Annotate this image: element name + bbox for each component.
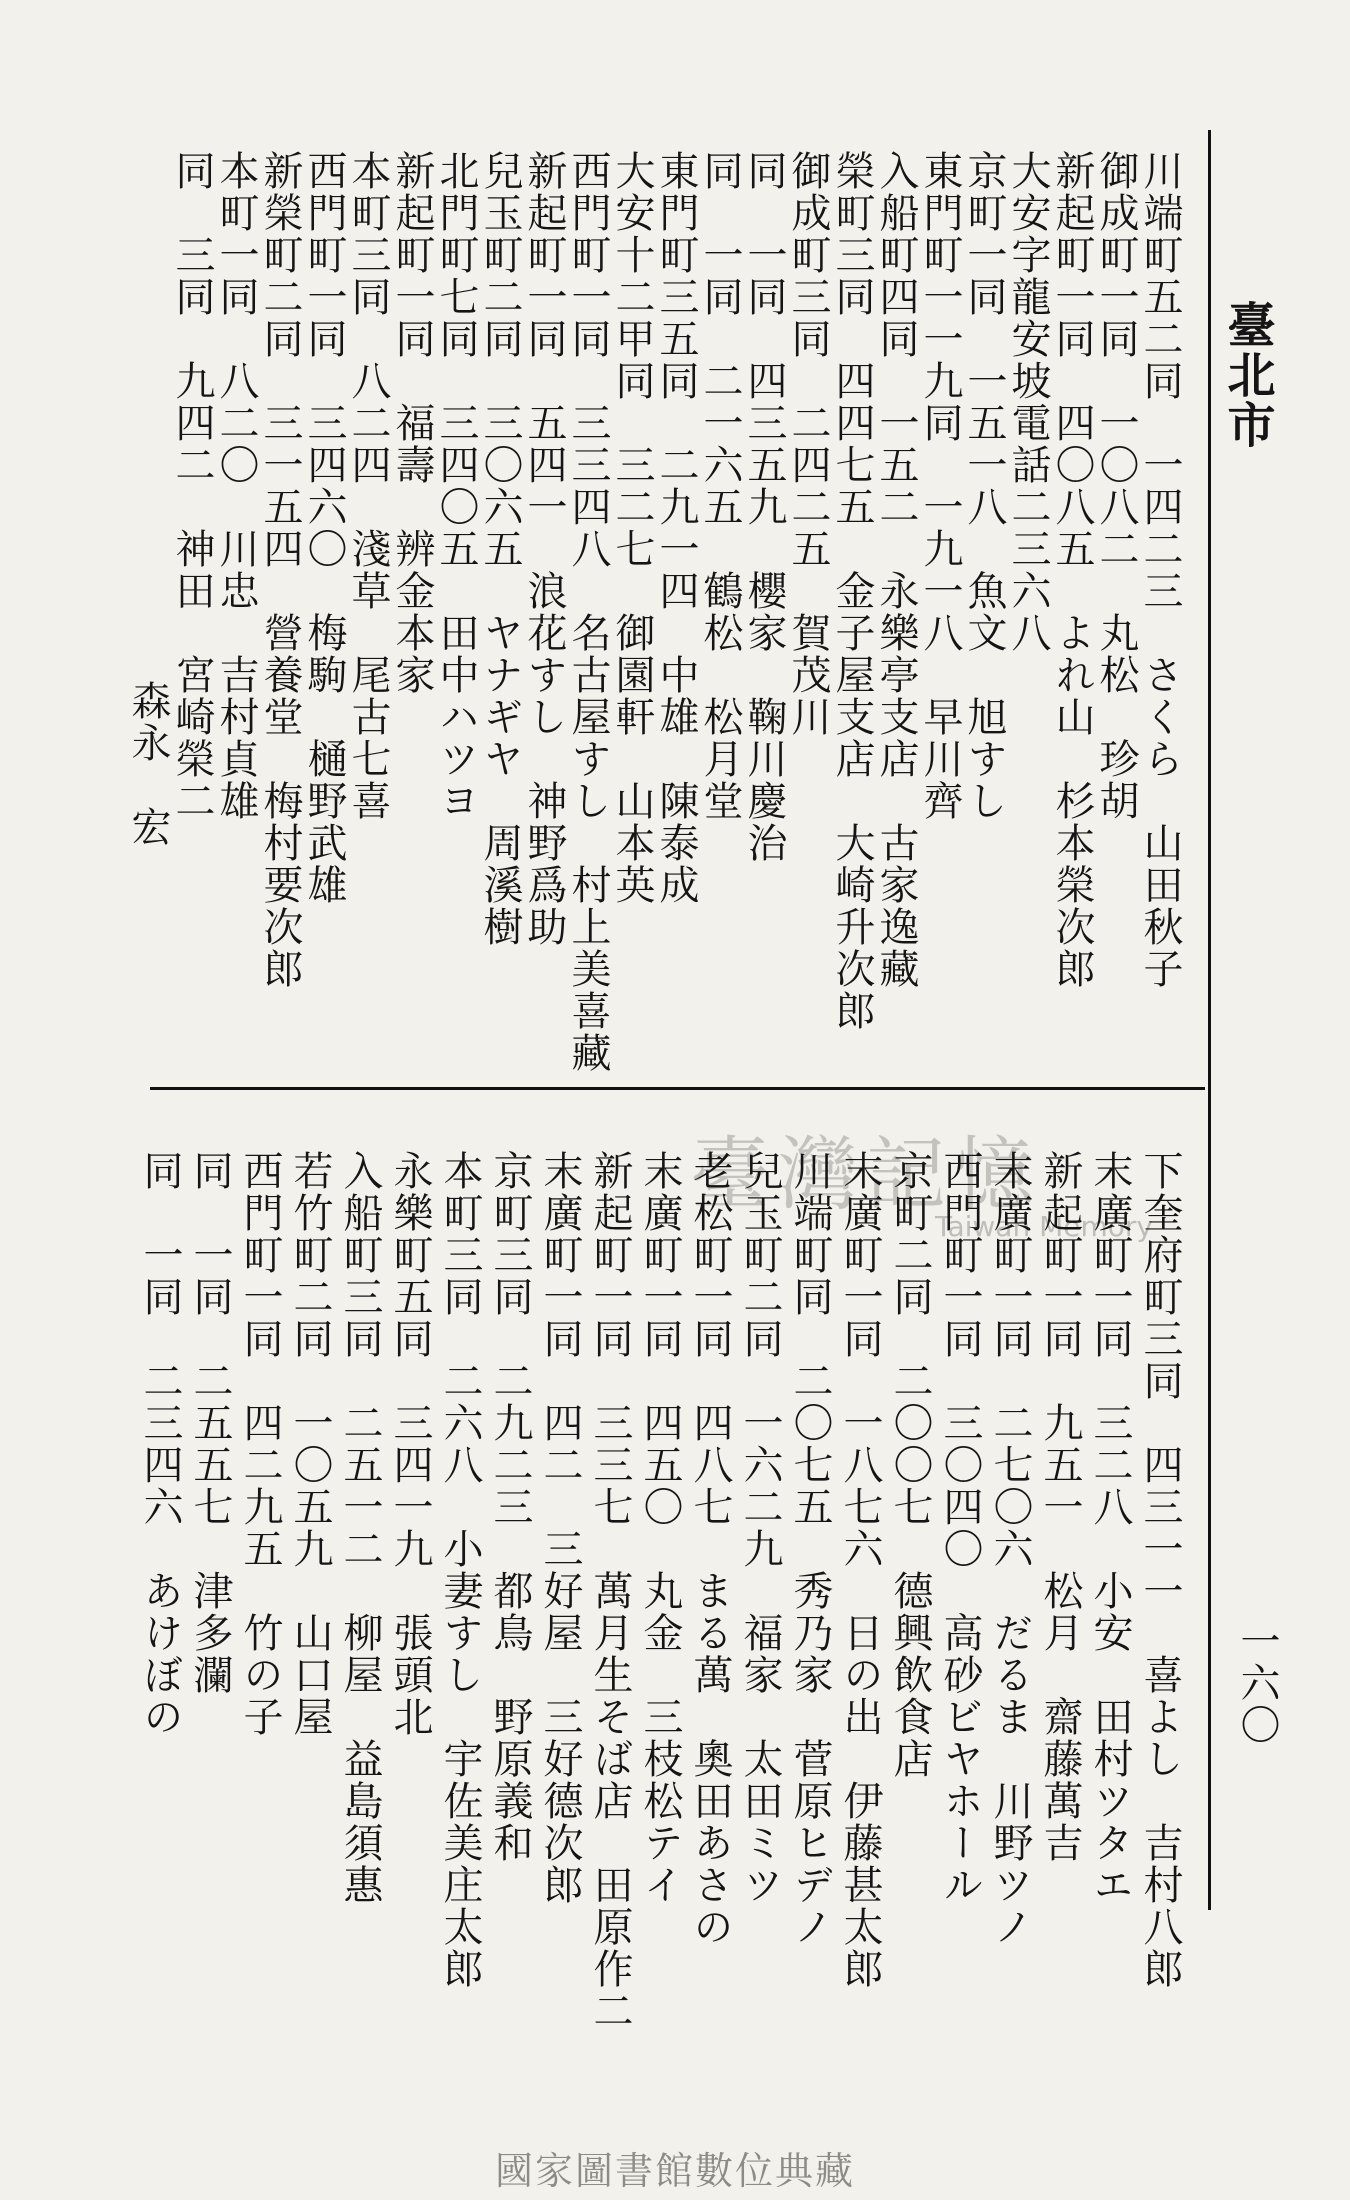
- listing-entry: 北門町七同 三四〇五 田中ハツヨ: [433, 150, 479, 822]
- listing-entry: 森永 宏: [125, 680, 171, 848]
- listing-entry: 末廣町一同 四五〇 丸金 三枝松テイ: [637, 1150, 683, 1906]
- listing-entry: 西門町一同 三四六〇 梅駒 樋野武雄: [301, 150, 347, 906]
- listing-entry: 東門町三五同 二九一四 中雄 陳泰成: [653, 150, 699, 906]
- listing-entry: 新起町一同 九五一 松月 齋藤萬吉: [1037, 1150, 1083, 1864]
- listing-entry: 大安十二甲同 三二七 御園軒 山本英: [609, 150, 655, 906]
- listing-entry: 同 一同 二五五七 津多瀾: [187, 1150, 233, 1696]
- listing-entry: 御成町三同 二四二五 賀茂川: [785, 150, 831, 738]
- listing-entry: 御成町一同 一〇八二 丸松 珍胡: [1093, 150, 1139, 822]
- listing-entry: 大安字龍安坡電話二三六八: [1005, 150, 1051, 654]
- listing-entry: 末廣町一同 一八七六 日の出 伊藤甚太郎: [837, 1150, 883, 1990]
- listing-entry: 東門町一一九同 一九一八 早川齊: [917, 150, 963, 822]
- listing-entry: 西門町一同 三〇四〇 高砂ビヤホール: [937, 1150, 983, 1906]
- listing-entry: 同 一同 四三五九 櫻家 鞠川慶治: [741, 150, 787, 864]
- listing-entry: 末廣町一同 二七〇六 だるま 川野ツノ: [987, 1150, 1033, 1948]
- listing-entry: 新起町一同 五四一 浪花すし 神野爲助: [521, 150, 567, 948]
- listing-entry: 若竹町二同 一〇五九 山口屋: [287, 1150, 333, 1738]
- footer-credit: 國家圖書館數位典藏: [494, 2149, 855, 2193]
- listing-entry: 京町三同 二九二三 都鳥 野原義和: [487, 1150, 533, 1864]
- listing-entry: 末廣町一同 四二 三好屋 三好德次郎: [537, 1150, 583, 1906]
- listing-entry: 同 一同 二三四六 あけぼの: [137, 1150, 183, 1738]
- listing-entry: 新起町一同 三三七 萬月生そば店 田原作二: [587, 1150, 633, 2032]
- listing-entry: 兒玉町二同 一六二九 福家 太田ミツ: [737, 1150, 783, 1906]
- listing-entry: 京町一同 一五一八 魚文 旭すし: [961, 150, 1007, 822]
- listing-entry: 西門町一同 四二九五 竹の子: [237, 1150, 283, 1738]
- listing-entry: 新起町一同 四〇八五 よれ山 杉本榮次郎: [1049, 150, 1095, 990]
- listing-entry: 榮町三同 四四七五 金子屋支店 大崎升次郎: [829, 150, 875, 1032]
- listing-entry: 兒玉町二同 三〇六五 ヤナギヤ 周溪樹: [477, 150, 523, 948]
- page-number: 一六〇: [1234, 1620, 1280, 1746]
- listing-entry: 新起町一同 福壽 辨金本家: [389, 150, 435, 696]
- section-header: 臺北市: [1219, 300, 1275, 450]
- listing-entry: 本町三同 八二四 淺草 尾古七喜: [345, 150, 391, 822]
- listing-entry: 下奎府町三同 四三一一 喜よし 吉村八郎: [1137, 1150, 1183, 1990]
- listing-entry: 西門町一同 三三四八 名古屋すし 村上美喜藏: [565, 150, 611, 1074]
- listing-entry: 永樂町五同 三四一九 張頭北: [387, 1150, 433, 1738]
- listing-entry: 京町二同 二〇〇七 德興飲食店: [887, 1150, 933, 1780]
- watermark-subtext: Taiwan Memory: [935, 1210, 1153, 1243]
- watermark-text: 臺灣記憶: [690, 1128, 1042, 1221]
- vertical-rule: [1208, 130, 1211, 1910]
- listing-entry: 同 三同 九四二 神田 宮崎榮二: [169, 150, 215, 822]
- listing-entry: 末廣町一同 三二八 小安 田村ツタエ: [1087, 1150, 1133, 1906]
- listing-entry: 老松町一同 四八七 まる萬 奧田あさの: [687, 1150, 733, 1948]
- listing-entry: 本町一同 八二〇 川忠 吉村貞雄: [213, 150, 259, 822]
- listing-entry: 本町三同 二六八 小妻すし 宇佐美庄太郎: [437, 1150, 483, 1990]
- listing-entry: 入船町四同 一五二 永樂亭支店 古家逸藏: [873, 150, 919, 990]
- listing-entry: 新榮町二同 三一五四 營養堂 梅村要次郎: [257, 150, 303, 990]
- listing-entry: 入船町三同 二五一二 柳屋 益島須惠: [337, 1150, 383, 1906]
- listing-entry: 川端町同 二〇七五 秀乃家 菅原ヒデノ: [787, 1150, 833, 1948]
- listing-entry: 川端町五二同 一四二三 さくら 山田秋子: [1137, 150, 1183, 990]
- listing-entry: 同 一同 二一六五 鶴松 松月堂: [697, 150, 743, 822]
- horizontal-rule: [150, 1087, 1205, 1090]
